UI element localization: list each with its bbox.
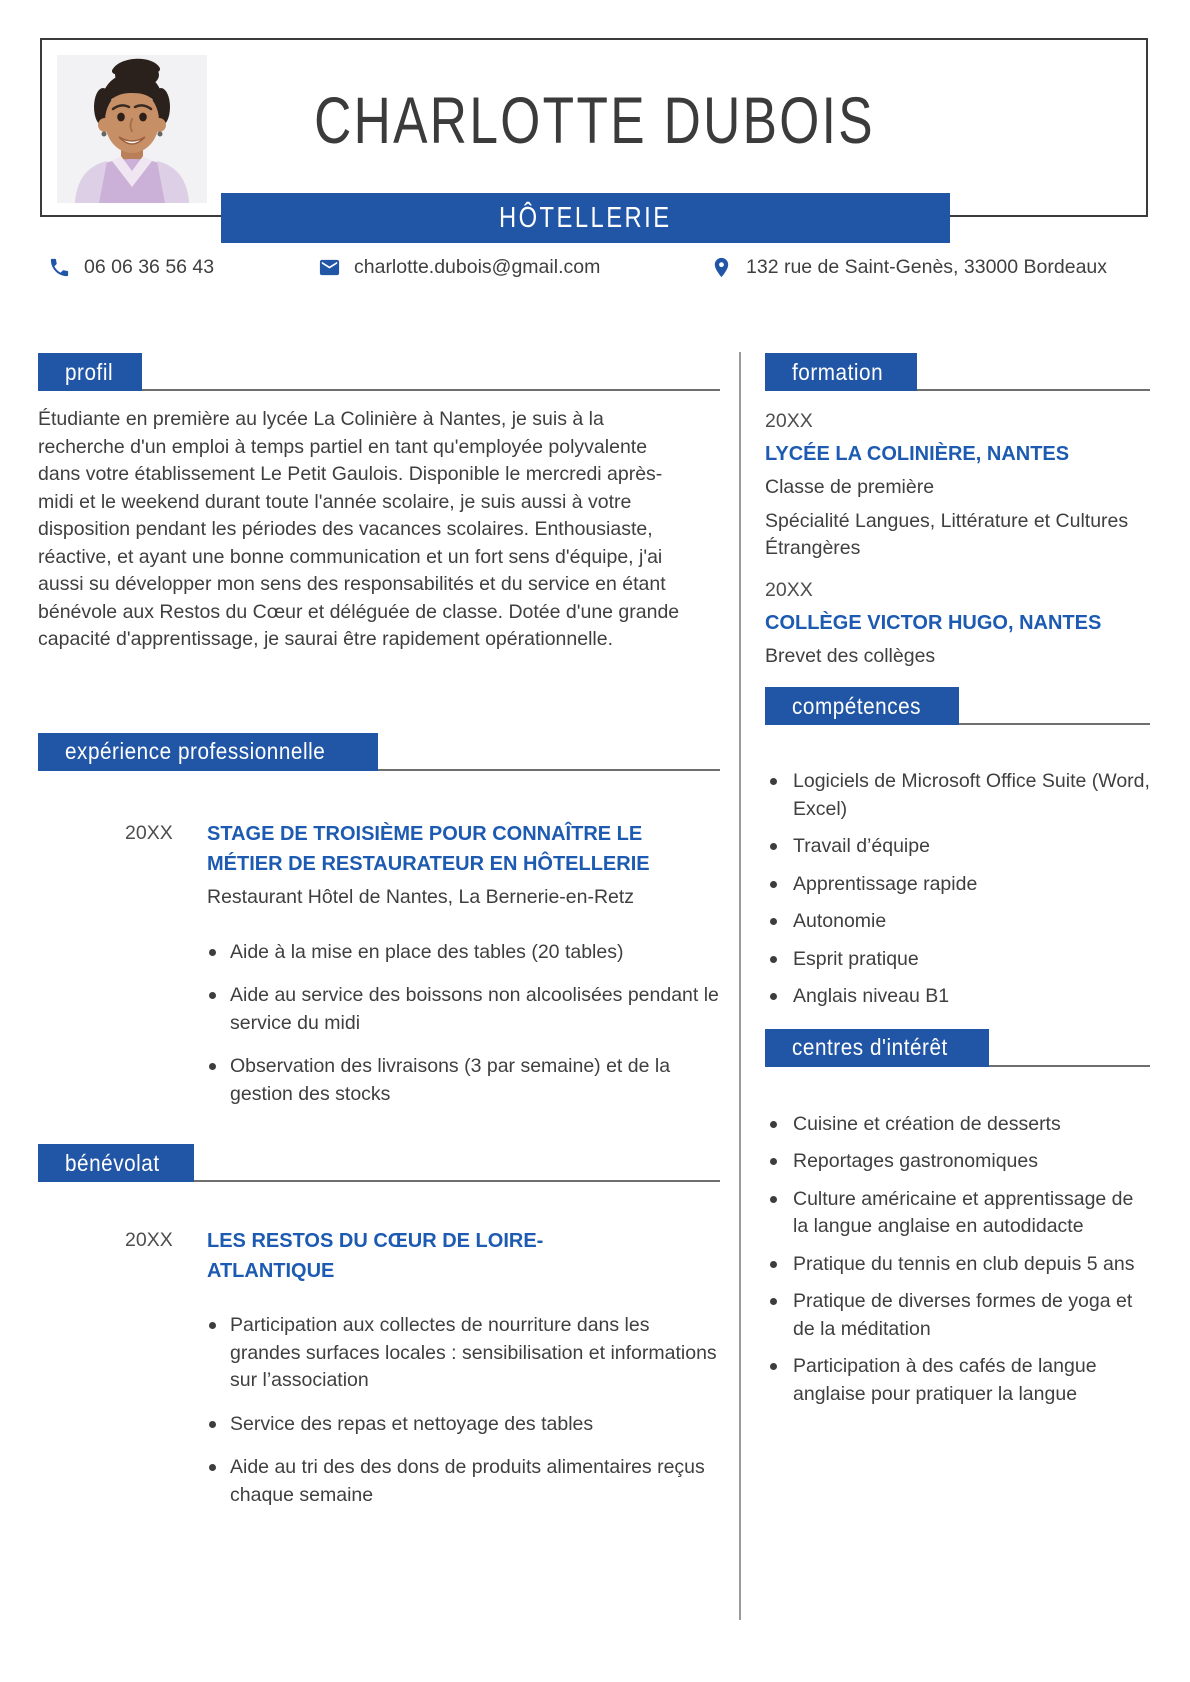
bullet-icon: [770, 881, 777, 888]
formation-entry: [765, 579, 1150, 671]
bullet-icon: [209, 992, 216, 999]
contact-email-text: charlotte.dubois@gmail.com: [354, 256, 601, 278]
experience-heading-bar: [38, 733, 378, 771]
bullet-icon: [770, 1261, 777, 1268]
candidate-name: [0, 82, 1190, 158]
experience-heading-text: expérience professionnelle: [65, 738, 326, 764]
section-heading-experience: [38, 733, 720, 771]
list-item-text: Logiciels de Microsoft Office Suite (Word, Excel): [793, 770, 1150, 820]
experience-entry: [38, 819, 720, 1125]
left-column: [38, 340, 720, 1525]
list-item-text: Pratique du tennis en club depuis 5 ans: [793, 1252, 1135, 1275]
experience-bullet-list: [207, 939, 720, 1109]
benevolat-bullet-list: [207, 1312, 720, 1509]
list-item: [207, 1312, 720, 1395]
formation-entry: [765, 410, 1150, 563]
section-heading-competences: [765, 687, 1150, 725]
mail-icon: [318, 256, 341, 279]
section-heading-formation: [765, 353, 1150, 391]
contact-address: [710, 256, 1107, 279]
section-heading-benevolat: [38, 1144, 720, 1182]
list-item: [765, 1148, 1150, 1176]
formation-entry-date: 20XX: [765, 410, 813, 432]
list-item: [765, 983, 1150, 1011]
formation-heading-bar: [765, 353, 917, 391]
list-item-text: Esprit pratique: [793, 947, 919, 970]
experience-entry-subtitle: Restaurant Hôtel de Nantes, La Bernerie-en-Retz: [207, 885, 635, 908]
profil-heading-bar: [38, 353, 142, 391]
bullet-icon: [209, 1421, 216, 1428]
benevolat-entry-date: 20XX: [125, 1229, 173, 1251]
experience-entry-date: 20XX: [125, 821, 173, 844]
formation-entry-detail: Spécialité Langues, Littérature et Cultures Étrangères: [765, 509, 1129, 559]
bullet-icon: [770, 843, 777, 850]
candidate-name-text: CHARLOTTE DUBOIS: [314, 83, 876, 157]
list-item-text: Participation aux collectes de nourriture dans les grandes surfaces locales : sensibilisation et informations sur l’association: [230, 1314, 717, 1391]
list-item-text: Aide au service des boissons non alcoolisées pendant le service du midi: [230, 984, 719, 1034]
benevolat-heading-text: bénévolat: [65, 1149, 160, 1176]
list-item: [207, 1053, 720, 1108]
bullet-icon: [770, 778, 777, 785]
list-item: [765, 1353, 1150, 1408]
formation-entry-date: 20XX: [765, 578, 813, 601]
list-item-text: Observation des livraisons (3 par semaine) et de la gestion des stocks: [230, 1055, 671, 1105]
list-item-text: Pratique de diverses formes de yoga et de la méditation: [793, 1290, 1133, 1340]
benevolat-heading-bar: [38, 1144, 194, 1182]
list-item: [765, 946, 1150, 974]
list-item: [765, 908, 1150, 936]
contact-row: [0, 256, 1190, 290]
list-item: [765, 1251, 1150, 1279]
list-item-text: Reportages gastronomiques: [793, 1150, 1038, 1172]
benevolat-entry-body: [207, 1226, 720, 1525]
bullet-icon: [209, 1464, 216, 1471]
list-item-text: Travail d’équipe: [793, 835, 930, 857]
experience-entry-body: [207, 819, 720, 1125]
profil-heading-text: profil: [65, 358, 114, 385]
formation-entry-detail: Brevet des collèges: [765, 644, 936, 667]
contact-phone: [48, 256, 214, 279]
list-item: [765, 833, 1150, 861]
section-heading-interets: [765, 1029, 1150, 1067]
list-item: [765, 1288, 1150, 1343]
experience-entry-title: STAGE DE TROISIÈME POUR CONNAÎTRE LE MÉTIER DE RESTAURATEUR EN HÔTELLERIE: [207, 822, 650, 875]
bullet-icon: [770, 1298, 777, 1305]
list-item-text: Autonomie: [793, 910, 887, 932]
bullet-icon: [209, 949, 216, 956]
list-item: [207, 982, 720, 1037]
interets-heading-text: centres d'intérêt: [792, 1034, 948, 1060]
contact-address-text: 132 rue de Saint-Genès, 33000 Bordeaux: [746, 256, 1108, 278]
list-item: [207, 1454, 720, 1509]
column-divider: [739, 352, 741, 1620]
list-item-text: Participation à des cafés de langue anglaise pour pratiquer la langue: [793, 1355, 1097, 1405]
list-item-text: Cuisine et création de desserts: [793, 1112, 1061, 1135]
competences-heading-text: compétences: [792, 692, 922, 719]
competences-heading-bar: [765, 687, 959, 725]
formation-heading-text: formation: [792, 358, 884, 385]
list-item: [765, 871, 1150, 899]
bullet-icon: [770, 956, 777, 963]
right-column: [765, 340, 1150, 1418]
benevolat-entry: [38, 1226, 720, 1525]
bullet-icon: [770, 1363, 777, 1370]
bullet-icon: [209, 1063, 216, 1070]
list-item-text: Apprentissage rapide: [793, 872, 978, 895]
location-icon: [710, 256, 733, 279]
bullet-icon: [770, 918, 777, 925]
bullet-icon: [770, 993, 777, 1000]
bullet-icon: [770, 1158, 777, 1165]
benevolat-entry-title: LES RESTOS DU CŒUR DE LOIRE-ATLANTIQUE: [207, 1230, 544, 1282]
bullet-icon: [770, 1196, 777, 1203]
list-item-text: Anglais niveau B1: [793, 985, 950, 1007]
list-item-text: Service des repas et nettoyage des tables: [230, 1412, 594, 1435]
phone-icon: [48, 256, 71, 279]
interets-heading-bar: [765, 1029, 989, 1067]
list-item-text: Aide à la mise en place des tables (20 tables): [230, 940, 624, 963]
list-item: [765, 1111, 1150, 1139]
section-heading-profil: [38, 353, 720, 391]
contact-phone-text: 06 06 36 56 43: [84, 256, 215, 278]
job-title-bar: [221, 193, 950, 243]
bullet-icon: [770, 1121, 777, 1128]
formation-entry-school: LYCÉE LA COLINIÈRE, NANTES: [765, 443, 1070, 465]
bullet-icon: [209, 1322, 216, 1329]
competences-list: [765, 768, 1150, 1011]
contact-email: [318, 256, 600, 279]
job-title-text: HÔTELLERIE: [499, 201, 672, 234]
profil-paragraph: Étudiante en première au lycée La Colinière à Nantes, je suis à la recherche d'un emploi à temps partiel en tant qu'employée polyvalente dans votre établissement Le Petit Gaulois. Disponible le mercredi après-midi et le weekend durant toute l'année scolaire, je suis aussi à votre disposition pendant les périodes des vacances scolaires. Enthousiaste, réactive, et ayant une bonne communication et un fort sens d'équipe, j'ai aussi su développer mon sens des responsabilités et du service en étant bénévole aux Restos du Cœur et déléguée de classe. Dotée d'une grande capacité d'apprentissage, je saurai être rapidement opérationnelle.: [38, 408, 680, 650]
list-item: [207, 939, 720, 967]
list-item: [765, 768, 1150, 823]
interets-list: [765, 1111, 1150, 1409]
formation-entry-detail: Classe de première: [765, 476, 935, 498]
list-item-text: Aide au tri des des dons de produits alimentaires reçus chaque semaine: [230, 1456, 705, 1506]
list-item: [765, 1186, 1150, 1241]
list-item-text: Culture américaine et apprentissage de la langue anglaise en autodidacte: [793, 1187, 1134, 1237]
list-item: [207, 1411, 720, 1439]
formation-entry-school: COLLÈGE VICTOR HUGO, NANTES: [765, 611, 1102, 634]
